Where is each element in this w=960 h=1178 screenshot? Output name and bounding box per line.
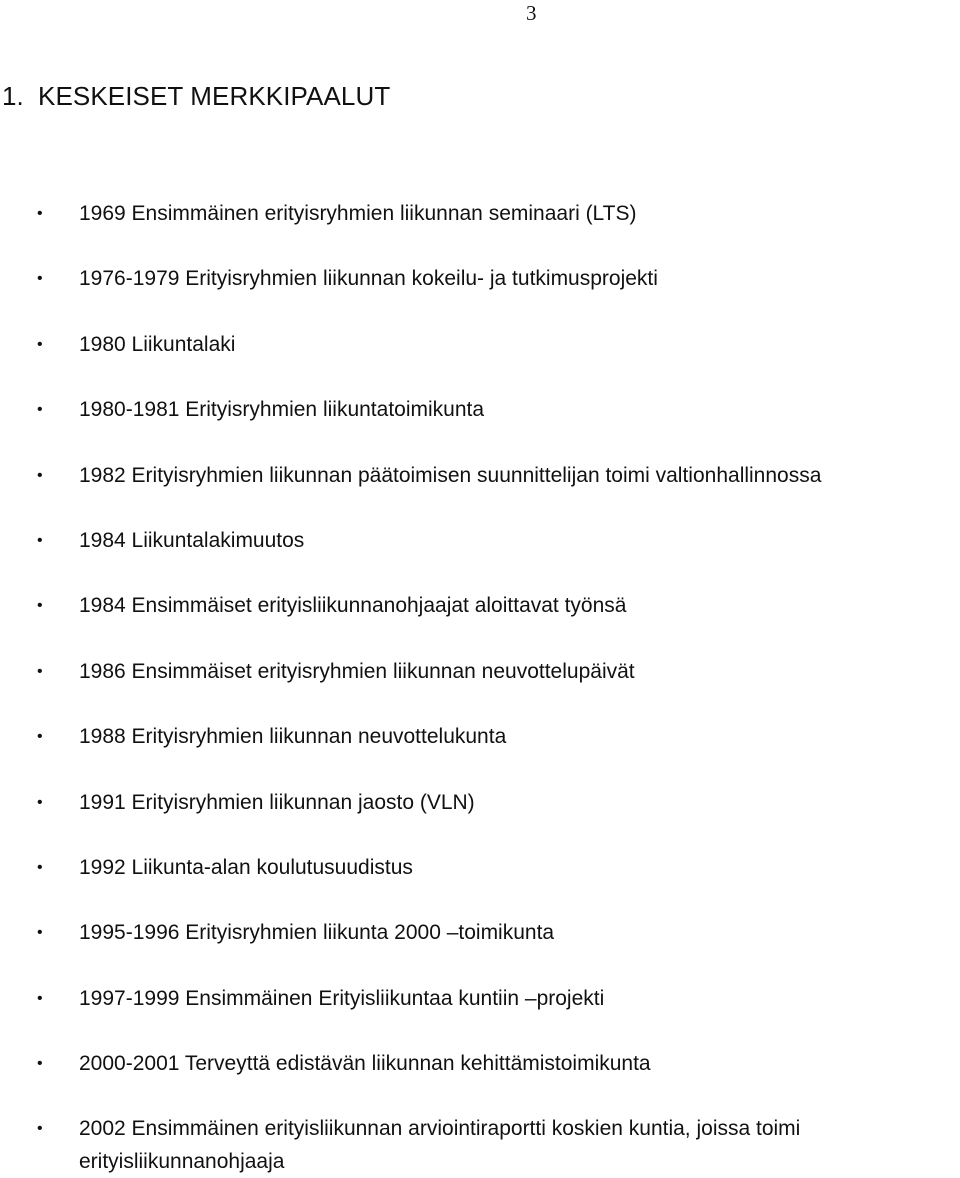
- list-item: [0, 197, 960, 262]
- bullet-icon: •: [37, 1055, 43, 1073]
- list-item-text: 1988 Erityisryhmien liikunnan neuvottelukunta: [79, 725, 507, 749]
- list-item-text: 1992 Liikunta-alan koulutusuudistus: [79, 855, 413, 879]
- bullet-icon: •: [37, 597, 43, 615]
- list-item-text: 2000-2001 Terveyttä edistävän liikunnan kehittämistoimikunta: [79, 1052, 651, 1076]
- section-number: 1.: [2, 81, 24, 111]
- list-item-text: 1980-1981 Erityisryhmien liikuntatoimikunta: [79, 398, 485, 422]
- list-item: [0, 720, 960, 785]
- bullet-icon: •: [37, 662, 43, 680]
- list-item: [0, 916, 960, 981]
- list-item-text: 1982 Erityisryhmien liikunnan päätoimisen suunnittelijan toimi valtionhallinnossa: [79, 463, 822, 487]
- list-item-text: 1991 Erityisryhmien liikunnan jaosto (VLN): [79, 790, 475, 814]
- bullet-icon: •: [37, 728, 43, 746]
- list-item: [0, 786, 960, 851]
- list-item: [0, 982, 960, 1047]
- section-heading: [2, 80, 390, 112]
- list-item-text: 1997-1999 Ensimmäinen Erityisliikuntaa kuntiin –projekti: [79, 986, 605, 1010]
- list-item: [0, 459, 960, 524]
- bullet-icon: •: [37, 270, 43, 288]
- list-item: [0, 328, 960, 393]
- bullet-icon: •: [37, 335, 43, 353]
- list-item: [0, 655, 960, 720]
- list-item: [0, 524, 960, 589]
- list-item: [0, 589, 960, 654]
- bullet-icon: •: [37, 858, 43, 876]
- list-item: [0, 1112, 960, 1178]
- bullet-icon: •: [37, 531, 43, 549]
- list-item: [0, 1047, 960, 1112]
- list-item-text: 1969 Ensimmäinen erityisryhmien liikunnan seminaari (LTS): [79, 202, 637, 225]
- list-item: [0, 851, 960, 916]
- page-number: 3: [526, 1, 537, 25]
- list-item: [0, 393, 960, 458]
- list-item-text: 2002 Ensimmäinen erityisliikunnan arviointiraportti koskien kuntia, joissa toimi erityisliikunnanohjaaja: [79, 1117, 801, 1174]
- section-title: KESKEISET MERKKIPAALUT: [38, 81, 391, 111]
- list-item-text: 1995-1996 Erityisryhmien liikunta 2000 –toimikunta: [79, 921, 555, 945]
- list-item: [0, 262, 960, 327]
- bullet-icon: •: [37, 924, 43, 942]
- list-item-text: 1984 Ensimmäiset erityisliikunnanohjaajat aloittavat työnsä: [79, 594, 627, 618]
- bullet-icon: •: [37, 989, 43, 1007]
- bullet-icon: •: [37, 793, 43, 811]
- bullet-icon: •: [37, 466, 43, 484]
- bullet-icon: •: [37, 1120, 43, 1138]
- bullet-icon: •: [37, 205, 43, 222]
- list-item-text: 1986 Ensimmäiset erityisryhmien liikunnan neuvottelupäivät: [79, 659, 635, 683]
- list-item-text: 1984 Liikuntalakimuutos: [79, 528, 305, 552]
- list-item-text: 1976-1979 Erityisryhmien liikunnan kokeilu- ja tutkimusprojekti: [79, 267, 658, 291]
- list-item-text: 1980 Liikuntalaki: [79, 332, 236, 356]
- bullet-icon: •: [37, 401, 43, 419]
- milestone-list: [0, 197, 960, 1178]
